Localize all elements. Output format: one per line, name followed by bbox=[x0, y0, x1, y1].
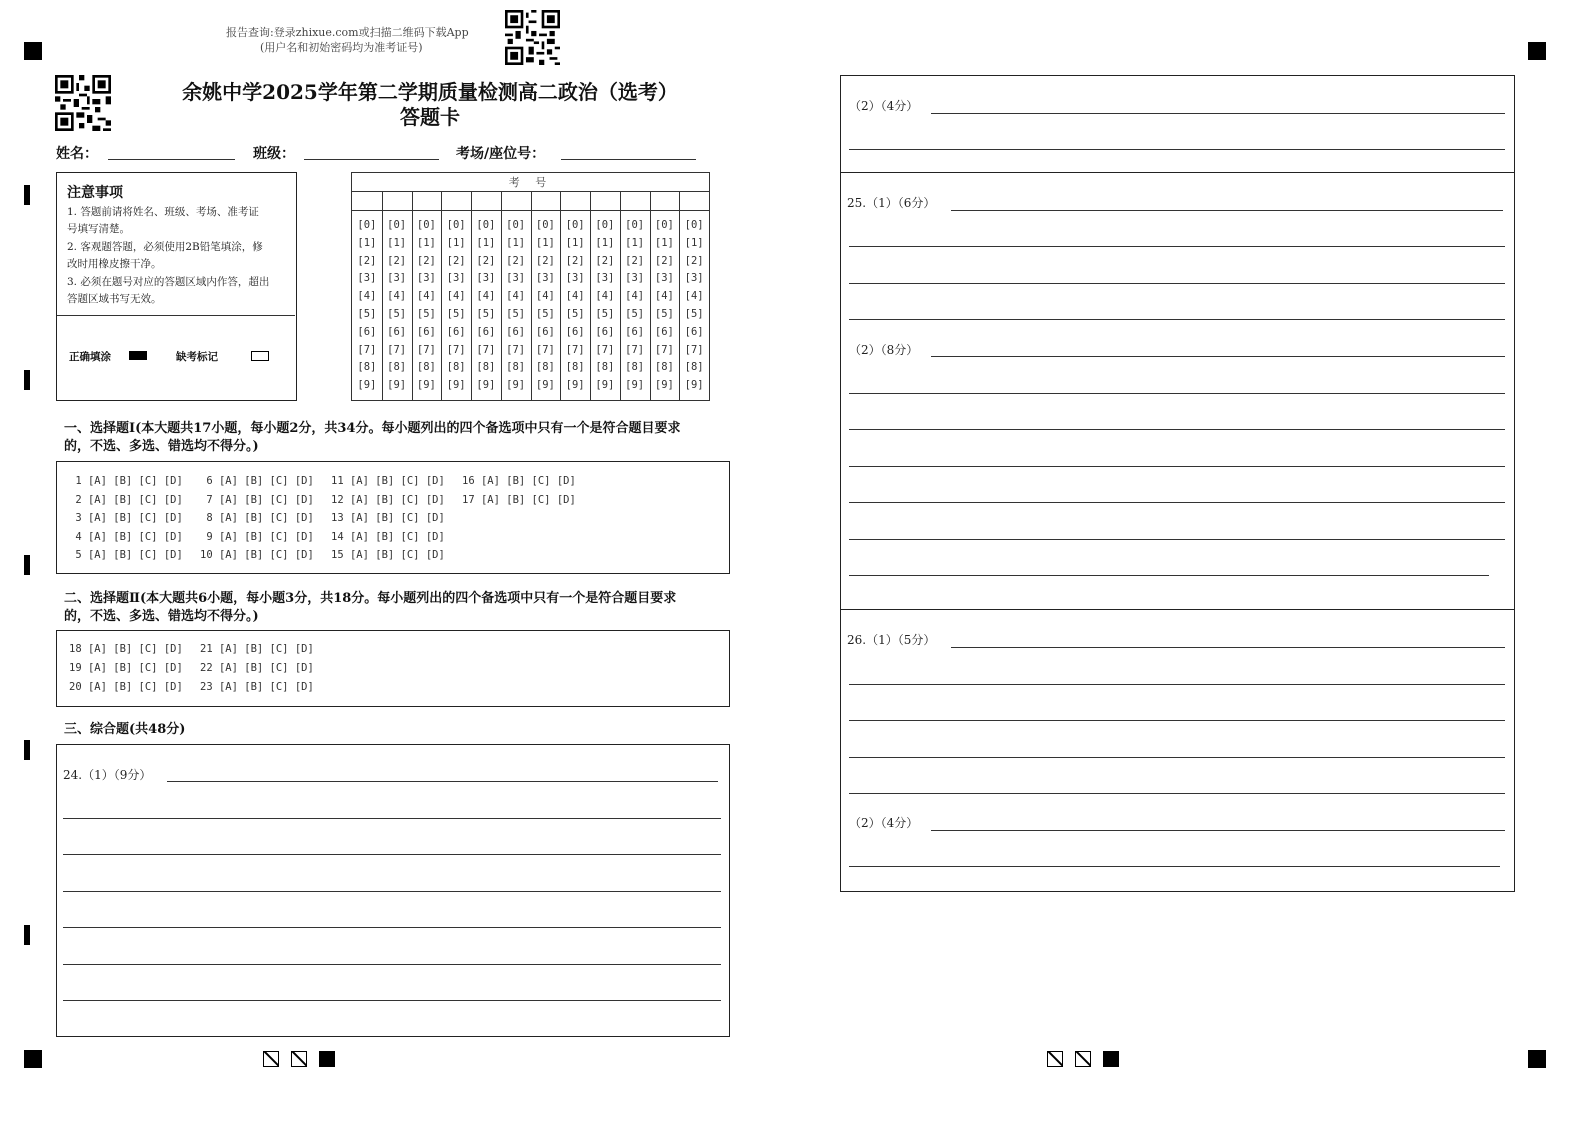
exam-digit-bubble[interactable]: [9] bbox=[684, 379, 704, 392]
exam-digit-bubble[interactable]: [6] bbox=[565, 325, 585, 338]
answer-line[interactable] bbox=[63, 964, 721, 965]
exam-digit-bubble[interactable]: [0] bbox=[416, 219, 436, 231]
answer-line[interactable] bbox=[849, 757, 1505, 758]
exam-digit-bubble[interactable]: [5] bbox=[387, 308, 407, 320]
exam-digit-bubble[interactable]: [5] bbox=[654, 308, 674, 320]
exam-digit-bubble[interactable]: [8] bbox=[416, 361, 436, 374]
exam-digit-bubble[interactable]: [5] bbox=[535, 308, 555, 320]
room-seat-field[interactable] bbox=[561, 159, 696, 160]
exam-digit-bubble[interactable]: [8] bbox=[595, 361, 615, 374]
exam-digit-bubble[interactable]: [3] bbox=[565, 272, 585, 285]
exam-digit-bubble[interactable]: [0] bbox=[535, 219, 555, 231]
exam-digit-bubble[interactable]: [1] bbox=[387, 236, 407, 249]
exam-digit-bubble[interactable]: [0] bbox=[565, 219, 585, 231]
exam-digit-bubble[interactable]: [2] bbox=[357, 254, 377, 267]
section2-title-b: 的，不选、多选、错选均不得分。) bbox=[64, 609, 259, 624]
timing-mark bbox=[24, 925, 30, 945]
timing-mark bbox=[24, 185, 30, 205]
exam-digit-bubble[interactable]: [3] bbox=[595, 272, 615, 285]
exam-digit-bubble[interactable]: [8] bbox=[535, 361, 555, 374]
answer-line[interactable] bbox=[63, 1000, 721, 1001]
q26-part1-label: 26.（1）（5分） bbox=[847, 633, 936, 647]
qr-code-icon bbox=[505, 10, 560, 65]
exam-digit-bubble[interactable]: [4] bbox=[535, 290, 555, 303]
mc-column-4[interactable]: 16 [A] [B] [C] [D] 17 [A] [B] [C] [D] bbox=[462, 475, 576, 506]
corner-mark-bottom-left bbox=[24, 1050, 42, 1068]
exam-digit-bubble[interactable]: [2] bbox=[625, 254, 645, 267]
exam-digit-bubble[interactable]: [8] bbox=[387, 361, 407, 374]
name-label: 姓名： bbox=[56, 146, 98, 162]
exam-digit-bubble[interactable]: [6] bbox=[506, 325, 526, 338]
exam-digit-bubble[interactable]: [7] bbox=[357, 343, 377, 356]
exam-digit-bubble[interactable]: [3] bbox=[476, 272, 496, 285]
exam-digit-bubble[interactable]: [1] bbox=[446, 236, 466, 249]
section2-answer-box bbox=[56, 630, 730, 707]
notice-item-2a: 2. 客观题答题，必须使用2B铅笔填涂，修 bbox=[67, 241, 263, 253]
answer-line[interactable] bbox=[931, 113, 1505, 114]
exam-digit-bubble[interactable]: [6] bbox=[476, 325, 496, 338]
answer-line[interactable] bbox=[849, 720, 1505, 721]
mc-column-3[interactable]: 11 [A] [B] [C] [D] 12 [A] [B] [C] [D] 13 [A] [B] [C] [D] 14 [A] [B] [C] [D] 15 [A] [B] [C] [D] bbox=[331, 475, 445, 561]
timing-mark bbox=[24, 555, 30, 575]
exam-digit-bubble[interactable]: [1] bbox=[565, 236, 585, 249]
q24-part2-box[interactable] bbox=[840, 75, 1515, 173]
alignment-mark-crossed bbox=[1075, 1051, 1091, 1067]
exam-digit-bubble[interactable]: [6] bbox=[595, 325, 615, 338]
exam-digit-bubble[interactable]: [4] bbox=[625, 290, 645, 303]
exam-digit-bubble[interactable]: [4] bbox=[357, 290, 377, 303]
exam-digit-bubble[interactable]: [5] bbox=[625, 308, 645, 320]
exam-number-grid bbox=[351, 172, 710, 401]
q25-answer-box[interactable] bbox=[840, 172, 1515, 610]
exam-digit-bubble[interactable]: [7] bbox=[625, 343, 645, 356]
exam-digit-bubble[interactable]: [0] bbox=[684, 219, 704, 231]
answer-line[interactable] bbox=[849, 539, 1505, 540]
exam-digit-bubble[interactable]: [2] bbox=[416, 254, 436, 267]
page-title: 余姚中学2025学年第二学期质量检测高二政治（选考） bbox=[182, 80, 678, 104]
exam-digit-bubble[interactable]: [9] bbox=[535, 379, 555, 392]
answer-line[interactable] bbox=[63, 854, 721, 855]
exam-digit-bubble[interactable]: [3] bbox=[625, 272, 645, 285]
q26-answer-box[interactable] bbox=[840, 609, 1515, 892]
exam-digit-bubble[interactable]: [3] bbox=[357, 272, 377, 285]
corner-mark-bottom-right bbox=[1528, 1050, 1546, 1068]
exam-digit-bubble[interactable]: [9] bbox=[625, 379, 645, 392]
exam-digit-bubble[interactable]: [2] bbox=[535, 254, 555, 267]
exam-digit-bubble[interactable]: [4] bbox=[416, 290, 436, 303]
exam-digit-bubble[interactable]: [4] bbox=[506, 290, 526, 303]
q24-part2-label: （2）（4分） bbox=[849, 99, 919, 113]
answer-line[interactable] bbox=[63, 891, 721, 892]
notice-item-1a: 1. 答题前请将姓名、班级、考场、准考证 bbox=[67, 206, 259, 218]
qr-code-icon bbox=[55, 75, 111, 131]
alignment-mark-filled bbox=[1103, 1051, 1119, 1067]
answer-line[interactable] bbox=[951, 210, 1503, 211]
section1-title-a: 一、选择题Ⅰ(本大题共17小题，每小题2分，共34分。每小题列出的四个备选项中只有一个是符合题目要求 bbox=[64, 421, 681, 436]
exam-digit-bubble[interactable]: [2] bbox=[565, 254, 585, 267]
exam-digit-bubble[interactable]: [2] bbox=[595, 254, 615, 267]
answer-line[interactable] bbox=[167, 781, 718, 782]
section2-title-a: 二、选择题Ⅱ(本大题共6小题，每小题3分，共18分。每小题列出的四个备选项中只有一个是符合题目要求 bbox=[64, 591, 677, 606]
corner-mark-top-right bbox=[1528, 42, 1546, 60]
exam-digit-bubble[interactable]: [7] bbox=[565, 343, 585, 356]
notice-item-1b: 号填写清楚。 bbox=[67, 223, 130, 235]
exam-digit-bubble[interactable]: [7] bbox=[416, 343, 436, 356]
exam-digit-bubble[interactable]: [0] bbox=[595, 219, 615, 231]
mc-column-2[interactable]: 6 [A] [B] [C] [D] 7 [A] [B] [C] [D] 8 [A] [B] [C] [D] 9 [A] [B] [C] [D] 10 [A] [B] [C] [D] bbox=[200, 475, 314, 561]
notice-box bbox=[56, 172, 297, 401]
exam-digit-bubble[interactable]: [6] bbox=[535, 325, 555, 338]
q25-part1-label: 25.（1）（6分） bbox=[847, 196, 936, 210]
exam-digit-bubble[interactable]: [6] bbox=[654, 325, 674, 338]
answer-line[interactable] bbox=[849, 246, 1505, 247]
answer-line[interactable] bbox=[849, 319, 1505, 320]
exam-digit-bubble[interactable]: [7] bbox=[446, 343, 466, 356]
exam-digit-bubble[interactable]: [0] bbox=[506, 219, 526, 231]
class-label: 班级： bbox=[253, 146, 295, 162]
exam-digit-bubble[interactable]: [5] bbox=[506, 308, 526, 320]
notice-divider bbox=[57, 315, 295, 316]
exam-digit-bubble[interactable]: [9] bbox=[446, 379, 466, 392]
exam-digit-bubble[interactable]: [8] bbox=[446, 361, 466, 374]
exam-digit-bubble[interactable]: [1] bbox=[595, 236, 615, 249]
exam-digit-bubble[interactable]: [1] bbox=[416, 236, 436, 249]
exam-digit-bubble[interactable]: [2] bbox=[654, 254, 674, 267]
exam-digit-bubble[interactable]: [4] bbox=[654, 290, 674, 303]
section1-answer-box bbox=[56, 461, 730, 574]
exam-digit-bubble[interactable]: [2] bbox=[387, 254, 407, 267]
correct-fill-sample bbox=[129, 351, 147, 360]
timing-mark bbox=[24, 740, 30, 760]
answer-line[interactable] bbox=[63, 818, 721, 819]
section3-title: 三、综合题(共48分) bbox=[64, 722, 186, 737]
answer-line[interactable] bbox=[849, 283, 1505, 284]
exam-digit-bubble[interactable]: [9] bbox=[595, 379, 615, 392]
section1-title-b: 的，不选、多选、错选均不得分。) bbox=[64, 439, 259, 454]
exam-digit-bubble[interactable]: [1] bbox=[506, 236, 526, 249]
report-credentials-line: (用户名和初始密码均为准考证号) bbox=[260, 41, 423, 54]
exam-digit-bubble[interactable]: [3] bbox=[387, 272, 407, 285]
exam-digit-bubble[interactable]: [6] bbox=[625, 325, 645, 338]
answer-line[interactable] bbox=[849, 466, 1505, 467]
exam-digit-bubble[interactable]: [2] bbox=[506, 254, 526, 267]
exam-number-header: 考 号 bbox=[508, 176, 553, 189]
exam-digit-bubble[interactable]: [1] bbox=[476, 236, 496, 249]
exam-digit-bubble[interactable]: [9] bbox=[476, 379, 496, 392]
exam-digit-bubble[interactable]: [4] bbox=[565, 290, 585, 303]
answer-line[interactable] bbox=[63, 927, 721, 928]
exam-digit-bubble[interactable]: [4] bbox=[595, 290, 615, 303]
q24-answer-box[interactable] bbox=[56, 744, 730, 1037]
exam-digit-bubble[interactable]: [0] bbox=[476, 219, 496, 231]
q26-part2-label: （2）（4分） bbox=[849, 816, 919, 830]
answer-line[interactable] bbox=[931, 356, 1505, 357]
exam-digit-bubble[interactable]: [5] bbox=[684, 308, 704, 320]
exam-digit-bubble[interactable]: [1] bbox=[357, 236, 377, 249]
exam-digit-bubble[interactable]: [3] bbox=[416, 272, 436, 285]
timing-mark bbox=[24, 370, 30, 390]
exam-digit-bubble[interactable]: [2] bbox=[446, 254, 466, 267]
exam-digit-bubble[interactable]: [8] bbox=[476, 361, 496, 374]
exam-digit-bubble[interactable]: [8] bbox=[565, 361, 585, 374]
q24-part1-label: 24.（1）（9分） bbox=[63, 768, 152, 782]
q25-part2-label: （2）（8分） bbox=[849, 343, 919, 357]
exam-digit-bubble[interactable]: [7] bbox=[535, 343, 555, 356]
notice-item-2b: 改时用橡皮擦干净。 bbox=[67, 258, 162, 270]
exam-digit-bubble[interactable]: [0] bbox=[387, 219, 407, 231]
exam-digit-bubble[interactable]: [4] bbox=[476, 290, 496, 303]
alignment-mark-crossed bbox=[1047, 1051, 1063, 1067]
answer-line[interactable] bbox=[849, 684, 1505, 685]
answer-line[interactable] bbox=[849, 149, 1505, 150]
exam-digit-bubble[interactable]: [7] bbox=[476, 343, 496, 356]
corner-mark-top-left bbox=[24, 42, 42, 60]
exam-digit-bubble[interactable]: [9] bbox=[565, 379, 585, 392]
exam-digit-bubble[interactable]: [8] bbox=[625, 361, 645, 374]
exam-digit-bubble[interactable]: [8] bbox=[654, 361, 674, 374]
exam-digit-bubble[interactable]: [4] bbox=[387, 290, 407, 303]
exam-digit-bubble[interactable]: [8] bbox=[506, 361, 526, 374]
exam-digit-bubble[interactable]: [4] bbox=[446, 290, 466, 303]
notice-item-3a: 3. 必须在题号对应的答题区域内作答，超出 bbox=[67, 276, 270, 288]
exam-digit-bubble[interactable]: [5] bbox=[446, 308, 466, 320]
exam-digit-bubble[interactable]: [5] bbox=[357, 308, 377, 320]
exam-digit-bubble[interactable]: [1] bbox=[535, 236, 555, 249]
answer-line[interactable] bbox=[931, 830, 1505, 831]
exam-digit-bubble[interactable]: [2] bbox=[476, 254, 496, 267]
exam-digit-bubble[interactable]: [0] bbox=[654, 219, 674, 231]
class-field[interactable] bbox=[304, 159, 439, 160]
mc-column-5[interactable]: 18 [A] [B] [C] [D] 19 [A] [B] [C] [D] 20 [A] [B] [C] [D] bbox=[69, 643, 183, 693]
mc-column-6[interactable]: 21 [A] [B] [C] [D] 22 [A] [B] [C] [D] 23 [A] [B] [C] [D] bbox=[200, 643, 314, 693]
absent-mark-checkbox[interactable] bbox=[251, 351, 269, 361]
report-query-line: 报告查询:登录zhixue.com或扫描二维码下载App bbox=[226, 26, 469, 39]
answer-line[interactable] bbox=[849, 575, 1489, 576]
exam-digit-bubble[interactable]: [6] bbox=[416, 325, 436, 338]
exam-digit-bubble[interactable]: [3] bbox=[684, 272, 704, 285]
room-seat-label: 考场/座位号： bbox=[456, 146, 546, 162]
absent-mark-label: 缺考标记 bbox=[176, 351, 218, 363]
exam-digit-bubble[interactable]: [0] bbox=[625, 219, 645, 231]
exam-digit-bubble[interactable]: [5] bbox=[476, 308, 496, 320]
answer-line[interactable] bbox=[849, 502, 1505, 503]
exam-digit-bubble[interactable]: [6] bbox=[684, 325, 704, 338]
exam-digit-bubble[interactable]: [3] bbox=[506, 272, 526, 285]
exam-digit-bubble[interactable]: [1] bbox=[684, 236, 704, 249]
exam-digit-bubble[interactable]: [8] bbox=[684, 361, 704, 374]
mc-column-1[interactable]: 1 [A] [B] [C] [D] 2 [A] [B] [C] [D] 3 [A] [B] [C] [D] 4 [A] [B] [C] [D] 5 [A] [B] [C] [D] bbox=[75, 475, 183, 561]
answer-line[interactable] bbox=[849, 393, 1505, 394]
answer-line[interactable] bbox=[951, 647, 1505, 648]
exam-digit-bubble[interactable]: [8] bbox=[357, 361, 377, 374]
exam-digit-bubble[interactable]: [7] bbox=[684, 343, 704, 356]
exam-digit-bubble[interactable]: [7] bbox=[506, 343, 526, 356]
exam-digit-bubble[interactable]: [1] bbox=[654, 236, 674, 249]
exam-digit-bubble[interactable]: [3] bbox=[654, 272, 674, 285]
exam-digit-bubble[interactable]: [0] bbox=[357, 219, 377, 231]
alignment-mark-crossed bbox=[291, 1051, 307, 1067]
exam-digit-bubble[interactable]: [7] bbox=[654, 343, 674, 356]
correct-fill-label: 正确填涂 bbox=[69, 351, 111, 363]
alignment-mark-crossed bbox=[263, 1051, 279, 1067]
exam-digit-bubble[interactable]: [9] bbox=[506, 379, 526, 392]
answer-line[interactable] bbox=[849, 866, 1500, 867]
exam-digit-bubble[interactable]: [5] bbox=[565, 308, 585, 320]
exam-digit-bubble[interactable]: [9] bbox=[416, 379, 436, 392]
exam-digit-bubble[interactable]: [5] bbox=[416, 308, 436, 320]
exam-digit-bubble[interactable]: [4] bbox=[684, 290, 704, 303]
exam-digit-bubble[interactable]: [0] bbox=[446, 219, 466, 231]
answer-line[interactable] bbox=[849, 793, 1505, 794]
exam-digit-bubble[interactable]: [9] bbox=[387, 379, 407, 392]
name-field[interactable] bbox=[108, 159, 235, 160]
notice-heading: 注意事项 bbox=[67, 185, 123, 201]
alignment-mark-filled bbox=[319, 1051, 335, 1067]
exam-digit-bubble[interactable]: [5] bbox=[595, 308, 615, 320]
notice-item-3b: 答题区域书写无效。 bbox=[67, 293, 162, 305]
exam-digit-bubble[interactable]: [9] bbox=[357, 379, 377, 392]
page-subtitle: 答题卡 bbox=[400, 105, 460, 129]
exam-digit-bubble[interactable]: [3] bbox=[535, 272, 555, 285]
exam-digit-bubble[interactable]: [9] bbox=[654, 379, 674, 392]
exam-digit-bubble[interactable]: [1] bbox=[625, 236, 645, 249]
exam-digit-bubble[interactable]: [3] bbox=[446, 272, 466, 285]
exam-digit-bubble[interactable]: [6] bbox=[446, 325, 466, 338]
exam-digit-bubble[interactable]: [7] bbox=[387, 343, 407, 356]
exam-digit-bubble[interactable]: [2] bbox=[684, 254, 704, 267]
exam-digit-bubble[interactable]: [6] bbox=[387, 325, 407, 338]
answer-line[interactable] bbox=[849, 429, 1505, 430]
exam-digit-bubble[interactable]: [6] bbox=[357, 325, 377, 338]
exam-digit-bubble[interactable]: [7] bbox=[595, 343, 615, 356]
